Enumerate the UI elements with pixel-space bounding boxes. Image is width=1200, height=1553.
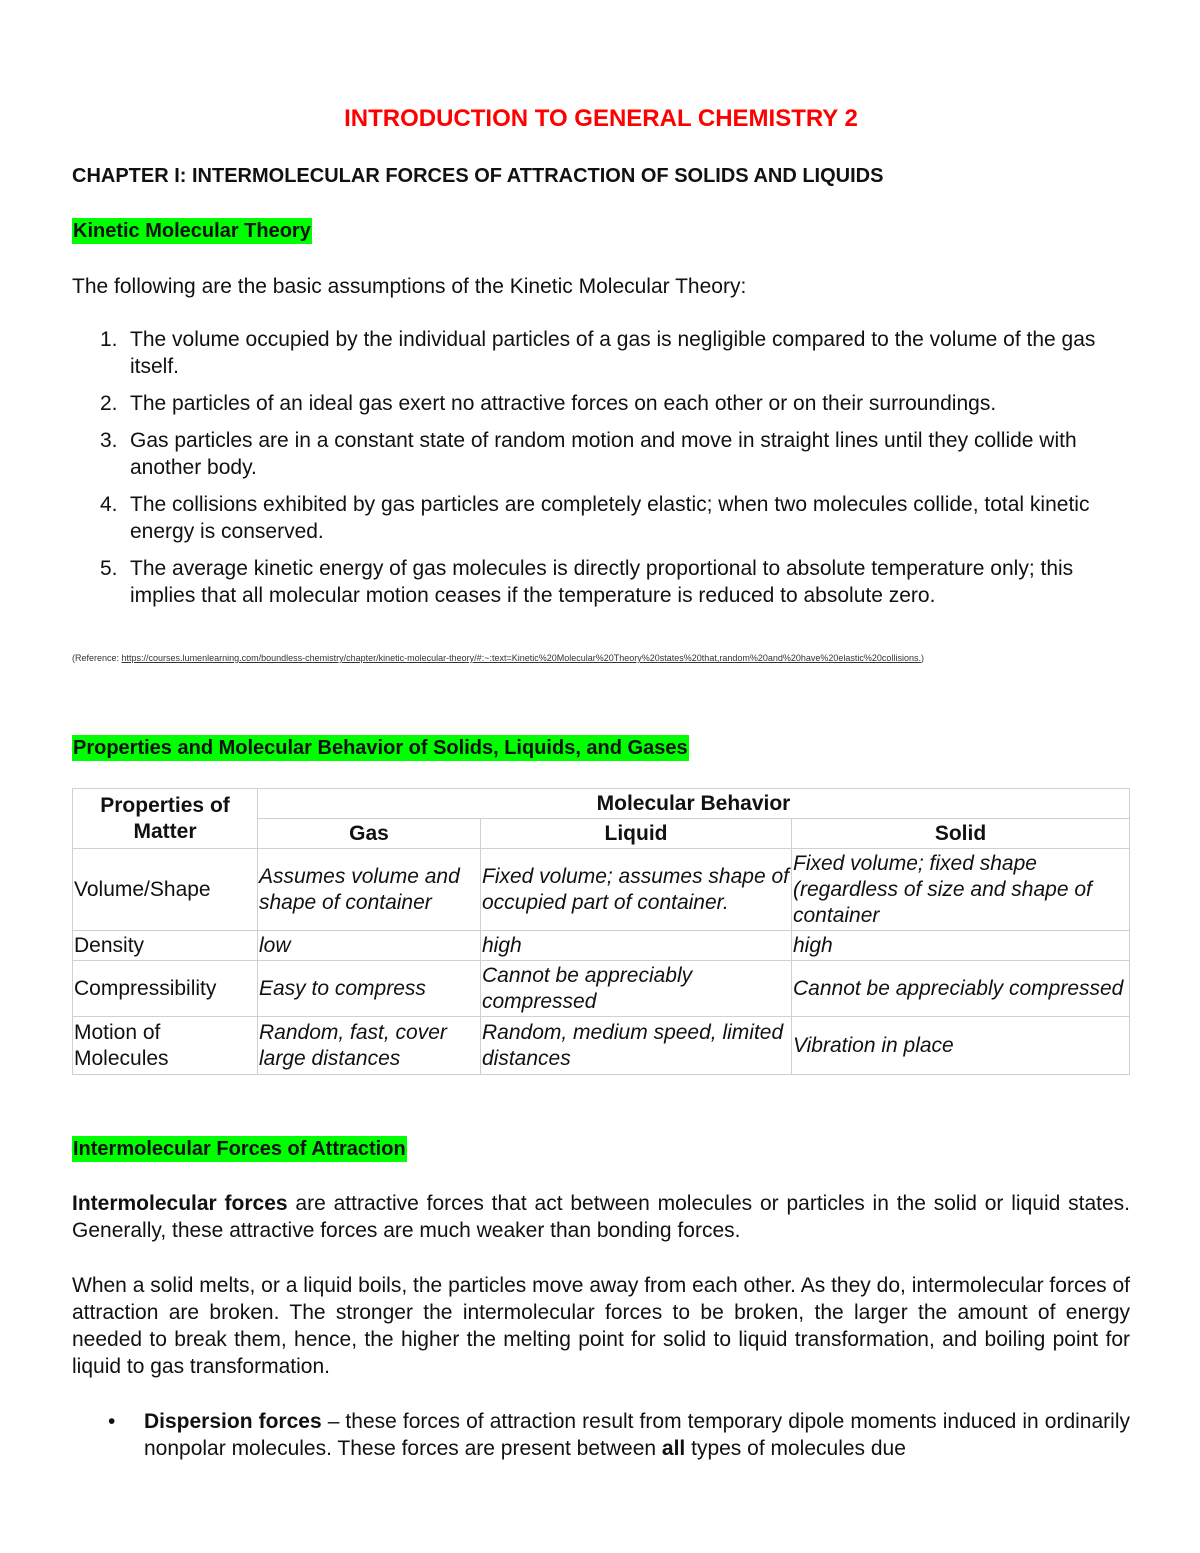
cell-liquid: Random, medium speed, limited distances [481,1017,792,1075]
table-row [73,931,1130,961]
cell-property: Motion of Molecules [73,1017,258,1075]
cell-property: Compressibility [73,961,258,1017]
header-molecular-behavior: Molecular Behavior [258,789,1130,819]
kmt-intro: The following are the basic assumptions of the Kinetic Molecular Theory: [72,275,747,298]
properties-table [72,788,1130,1075]
header-gas: Gas [258,819,481,849]
cell-liquid: Cannot be appreciably compressed [481,961,792,1017]
cell-gas: Easy to compress [258,961,481,1017]
list-item: • Dispersion forces – these forces of attraction result from temporary dipole moments induced in ordinarily nonpolar molecules. These forces are present between all types of molecules due [108,1410,1130,1460]
kmt-heading: Kinetic Molecular Theory [73,220,311,242]
list-item: 3. Gas particles are in a constant state of random motion and move in straight lines until they collide with another body. [100,429,1077,479]
table-row [73,849,1130,931]
list-item: 4. The collisions exhibited by gas particles are completely elastic; when two molecules collide, total kinetic energy is conserved. [100,493,1090,543]
bullet-icon: • [108,1410,116,1433]
reference-note: (Reference: https://courses.lumenlearning.com/boundless-chemistry/chapter/kinetic-molecular-theory/#:~:text=Kinetic%20Molecular%20Theory%20states%20that,random%20and%20have%20elastic%20collisions.) [72,653,924,663]
imf-bullet-list [72,1408,1130,1462]
cell-solid: Fixed volume; fixed shape (regardless of size and shape of container [792,849,1130,931]
list-item: 1. The volume occupied by the individual particles of a gas is negligible compared to the volume of the gas itself. [100,328,1096,378]
cell-gas: Random, fast, cover large distances [258,1017,481,1075]
imf-paragraph: When a solid melts, or a liquid boils, the particles move away from each other. As they do, intermolecular forces of attraction are broken. The stronger the intermolecular forces to be broken, the larger the amount of energy needed to break them, hence, the higher the melting point for solid to liquid transformation, and boiling point for liquid to gas transformation. [72,1274,1130,1378]
table-row [73,1017,1130,1075]
cell-gas: Assumes volume and shape of container [258,849,481,931]
cell-liquid: Fixed volume; assumes shape of occupied part of container. [481,849,792,931]
reference-link[interactable]: https://courses.lumenlearning.com/boundless-chemistry/chapter/kinetic-molecular-theory/#:~:text=Kinetic%20Molecular%20Theory%20states%20that,random%20and%20have%20elastic%20collisions. [121,653,921,663]
header-liquid: Liquid [481,819,792,849]
list-item: 5. The average kinetic energy of gas molecules is directly proportional to absolute temperature only; this implies that all molecular motion ceases if the temperature is reduced to absolute zero. [100,557,1074,607]
imf-heading: Intermolecular Forces of Attraction [73,1138,406,1160]
cell-property: Density [73,931,258,961]
properties-heading: Properties and Molecular Behavior of Solids, Liquids, and Gases [73,737,688,759]
table-row [73,961,1130,1017]
document-title: INTRODUCTION TO GENERAL CHEMISTRY 2 [344,105,858,132]
list-item: 2. The particles of an ideal gas exert no attractive forces on each other or on their surroundings. [100,392,997,415]
chapter-heading: CHAPTER I: INTERMOLECULAR FORCES OF ATTRACTION OF SOLIDS AND LIQUIDS [72,165,884,187]
cell-solid: Cannot be appreciably compressed [792,961,1130,1017]
cell-solid: Vibration in place [792,1017,1130,1075]
cell-gas: low [258,931,481,961]
header-solid: Solid [792,819,1130,849]
header-properties-of-matter: Properties of Matter [73,789,258,849]
imf-definition: Intermolecular forces are attractive forces that act between molecules or particles in the solid or liquid states. Generally, these attractive forces are much weaker than bonding forces. [72,1192,1130,1242]
cell-solid: high [792,931,1130,961]
kmt-assumptions-list [72,326,1130,619]
cell-property: Volume/Shape [73,849,258,931]
term-intermolecular-forces: Intermolecular forces [72,1192,288,1215]
cell-liquid: high [481,931,792,961]
